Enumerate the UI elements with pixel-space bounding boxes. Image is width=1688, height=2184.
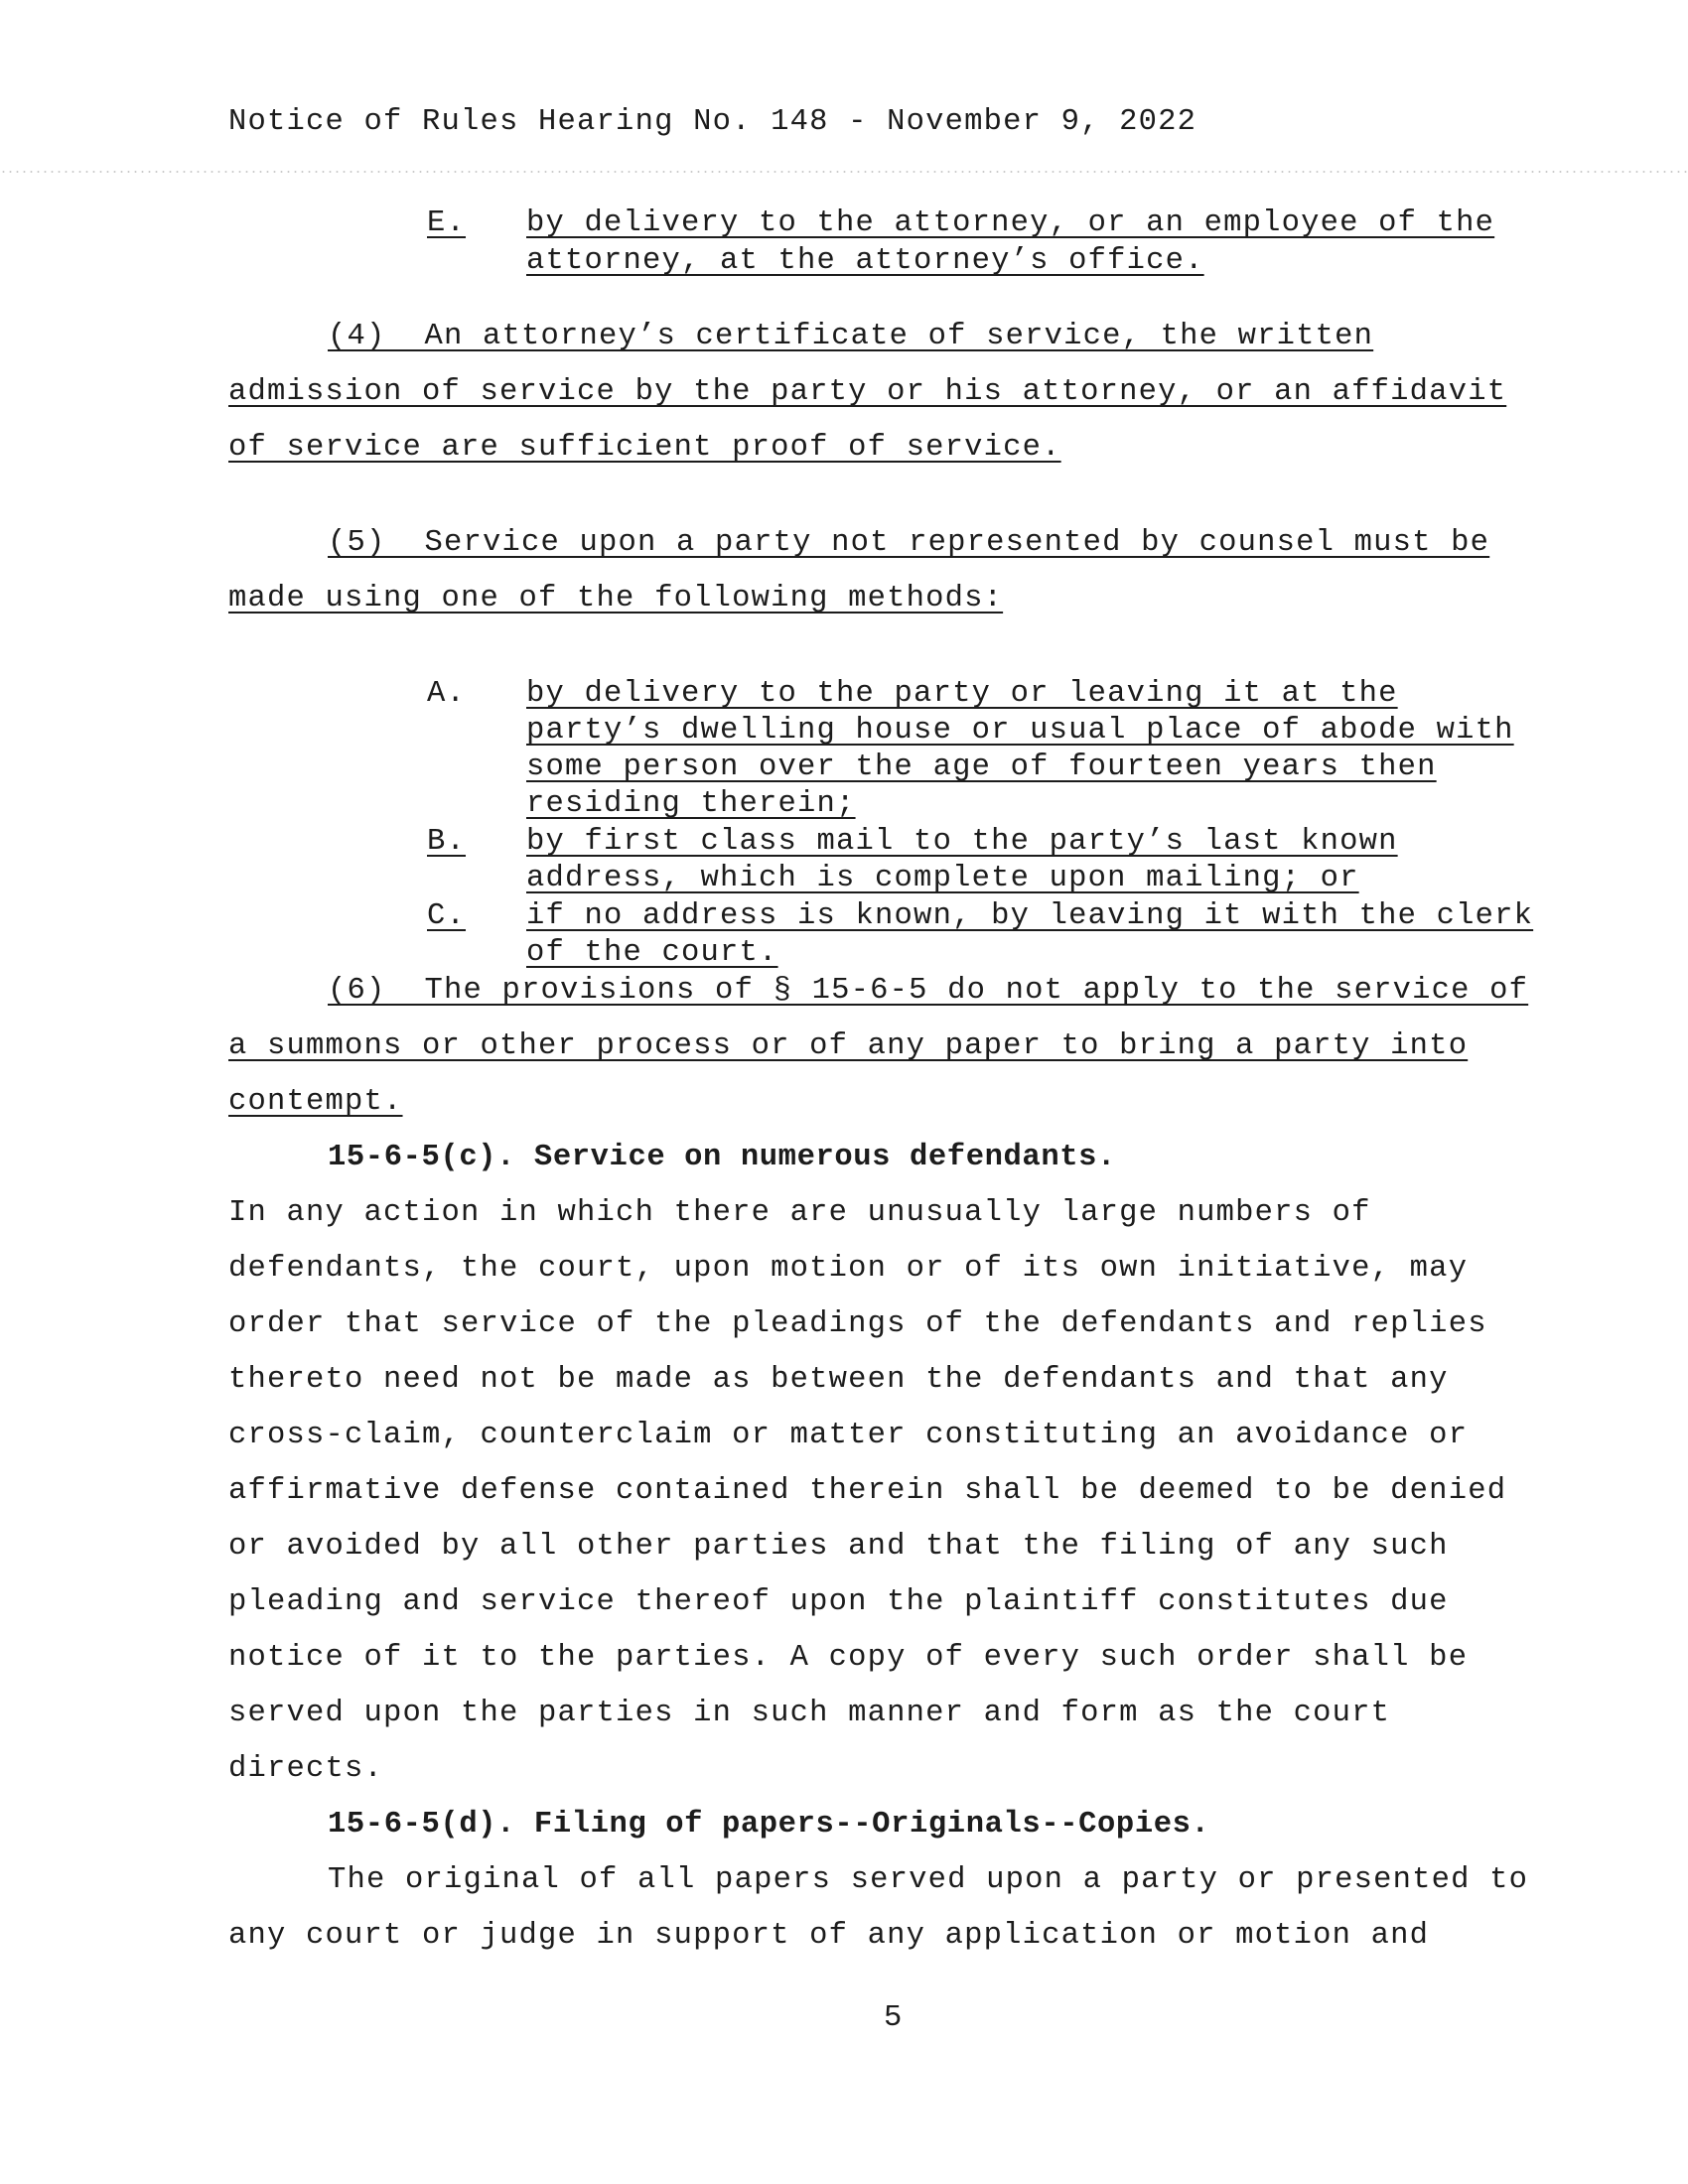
- para-6-line-3: contempt.: [228, 1085, 403, 1119]
- list-label-c: C.: [427, 899, 467, 933]
- list-item-a-line-2: party’s dwelling house or usual place of abode with: [526, 714, 1514, 748]
- list-item-c-line-1: if no address is known, by leaving it with the clerk: [526, 899, 1534, 933]
- list-item-a-line-3: some person over the age of fourteen years then: [526, 751, 1437, 784]
- section-c-heading: 15-6-5(c). Service on numerous defendants.: [328, 1141, 1116, 1174]
- list-item-e-line-2: attorney, at the attorney’s office.: [526, 244, 1204, 278]
- section-c-line: order that service of the pleadings of the defendants and replies: [228, 1307, 1487, 1341]
- para-6-line-1: (6) The provisions of § 15-6-5 do not apply to the service of: [328, 974, 1529, 1008]
- section-c-line: thereto need not be made as between the defendants and that any: [228, 1363, 1449, 1397]
- section-c-line: or avoided by all other parties and that the filing of any such: [228, 1530, 1449, 1564]
- section-c-line: cross-claim, counterclaim or matter constituting an avoidance or: [228, 1419, 1469, 1452]
- section-c-line: In any action in which there are unusually large numbers of: [228, 1196, 1371, 1230]
- page-number: 5: [884, 2001, 904, 2035]
- list-item-b-line-1: by first class mail to the party’s last known: [526, 825, 1398, 859]
- scan-dotted-rule: [0, 171, 1688, 173]
- section-c-line: affirmative defense contained therein shall be deemed to be denied: [228, 1474, 1507, 1508]
- section-c-line: served upon the parties in such manner and form as the court: [228, 1697, 1391, 1730]
- list-item-b-line-2: address, which is complete upon mailing; or: [526, 862, 1359, 895]
- section-d-heading: 15-6-5(d). Filing of papers--Originals--Copies.: [328, 1808, 1210, 1842]
- para-6-line-2: a summons or other process or of any paper to bring a party into: [228, 1029, 1469, 1063]
- section-d-line: any court or judge in support of any application or motion and: [228, 1919, 1430, 1953]
- list-item-c-line-2: of the court.: [526, 936, 778, 970]
- section-c-line: pleading and service thereof upon the plaintiff constitutes due: [228, 1585, 1449, 1619]
- section-c-line: notice of it to the parties. A copy of every such order shall be: [228, 1641, 1469, 1675]
- para-4-line-1: (4) An attorney’s certificate of service, the written: [328, 320, 1374, 353]
- section-d-line: The original of all papers served upon a party or presented to: [328, 1863, 1529, 1897]
- para-5-line-2: made using one of the following methods:: [228, 582, 1004, 615]
- section-c-line: directs.: [228, 1752, 384, 1786]
- section-c-line: defendants, the court, upon motion or of its own initiative, may: [228, 1252, 1469, 1286]
- list-label-e: E.: [427, 206, 467, 240]
- list-label-b: B.: [427, 825, 467, 859]
- list-item-a-line-4: residing therein;: [526, 787, 856, 821]
- para-5-line-1: (5) Service upon a party not represented by counsel must be: [328, 526, 1490, 560]
- para-4-line-2: admission of service by the party or his attorney, or an affidavit: [228, 375, 1507, 409]
- list-item-a-line-1: by delivery to the party or leaving it at the: [526, 677, 1398, 711]
- para-4-line-3: of service are sufficient proof of service.: [228, 431, 1061, 465]
- list-item-e-line-1: by delivery to the attorney, or an employee of the: [526, 206, 1495, 240]
- list-label-a: A.: [427, 677, 467, 711]
- page-header: Notice of Rules Hearing No. 148 - November 9, 2022: [228, 105, 1197, 139]
